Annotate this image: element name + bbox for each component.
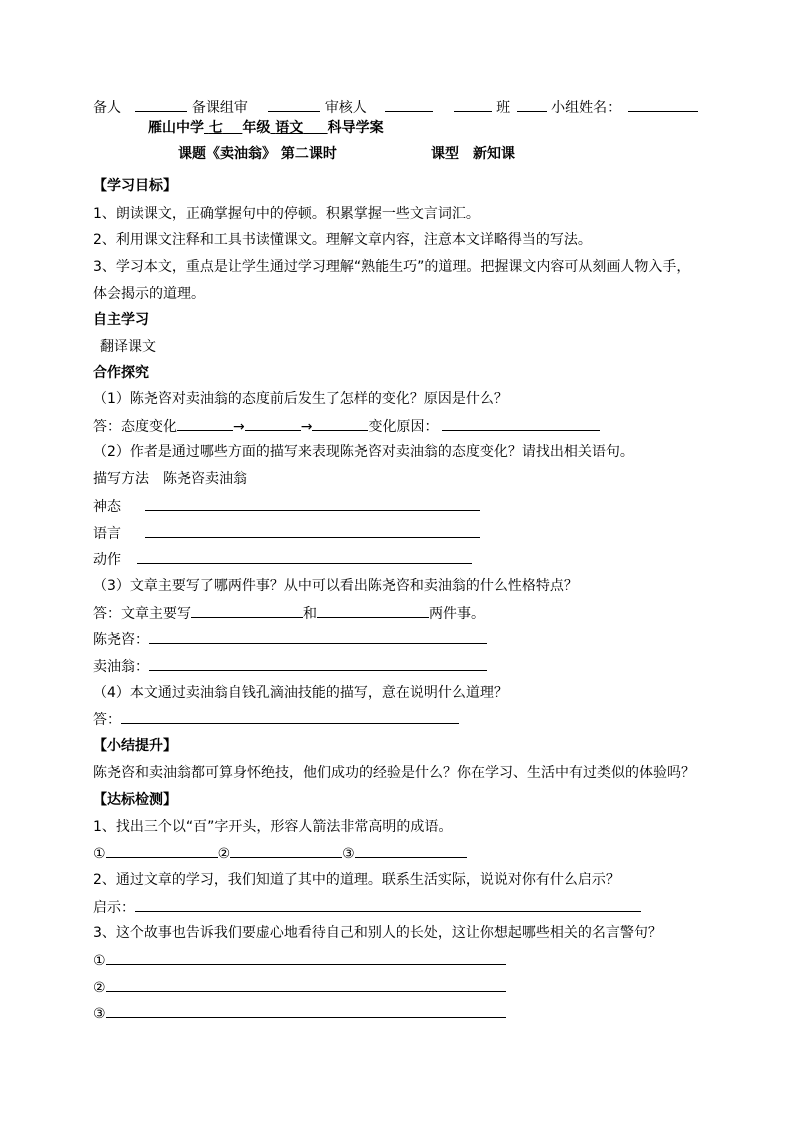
attitude-blank-1[interactable] [177,417,233,431]
grade-number: 七 [208,120,223,136]
idiom-blank-1[interactable] [106,844,218,858]
objective-2: 2、利用课文注释和工具书读懂课文。理解文章内容，注意本文详略得当的写法。 [93,232,592,248]
arrow-2: → [300,419,313,435]
language-blank[interactable] [145,524,480,538]
lesson-title: 课题《卖油翁》 第二课时 [178,146,337,162]
idiom-answer-row [93,844,467,863]
q4-answer-row [93,710,459,729]
q3-answer-prefix: 答：文章主要写 [93,606,191,622]
question-3: （3）文章主要写了哪两件事？从中可以看出陈尧咨和卖油翁的什么性格特点？ [93,578,578,594]
idiom-blank-2[interactable] [230,844,342,858]
q2-row-language [93,524,480,543]
action-blank[interactable] [137,550,472,564]
row-label-action: 动作 [93,552,121,568]
reviewer-label: 审核人 [324,100,367,116]
test-heading: 【达标检测】 [93,792,177,808]
lesson-type: 课型 新知课 [431,146,515,162]
objective-3-cont: 体会揭示的道理。 [93,286,205,302]
person1-blank[interactable] [149,630,487,644]
group-name-label: 小组姓名： [551,100,622,116]
row-label-expression: 神态 [93,499,121,515]
row-label-language: 语言 [93,526,121,542]
quote-blank-1[interactable] [106,951,506,965]
question-2: （2）作者是通过哪些方面的描写来表现陈尧咨对卖油翁的态度变化？请找出相关语句。 [93,444,634,460]
q3-suffix: 两件事。 [429,606,485,622]
question-1: （1）陈尧咨对卖油翁的态度前后发生了怎样的变化？原因是什么？ [93,391,508,407]
q2-row-expression [93,497,480,516]
class-blank[interactable] [454,98,492,112]
cooperation-heading: 合作探究 [93,365,149,381]
inspiration-blank[interactable] [135,898,641,912]
inspiration-label: 启示： [93,900,135,916]
question-4: （4）本文通过卖油翁自钱孔滴油技能的描写，意在说明什么道理？ [93,685,508,701]
self-study-heading: 自主学习 [93,312,149,328]
school-title [148,119,384,137]
summary-heading: 【小结提升】 [93,738,177,754]
attitude-blank-3[interactable] [312,417,368,431]
class-label: 班 [496,100,511,116]
attitude-blank-2[interactable] [245,417,301,431]
q2-row-action [93,550,472,569]
self-study-task: 翻译课文 [100,339,156,355]
objective-1: 1、朗读课文，正确掌握句中的停顿。积累掌握一些文言词汇。 [93,206,480,222]
quote-row-3 [93,1004,506,1023]
q3-person2-row [93,657,487,676]
quote-circled-3: ③ [93,1006,106,1022]
class-name-blank[interactable] [517,98,547,112]
q4-answer-blank[interactable] [121,710,459,724]
subject-name: 语文 [275,120,304,136]
test-question-1: 1、找出三个以“百”字开头，形容人箭法非常高明的成语。 [93,819,453,835]
q3-person2-label: 卖油翁： [93,659,149,675]
circled-1: ① [93,846,106,862]
school-name: 雁山中学 [148,120,204,136]
q1-answer-row [93,417,600,436]
test-question-3: 3、这个故事也告诉我们要虚心地看待自己和别人的长处，这让你想起哪些相关的名言警句？ [93,925,662,941]
grade-label: 年级 [242,120,271,136]
q2-table-header: 描写方法 陈尧咨卖油翁 [93,471,247,487]
event-blank-1[interactable] [191,604,303,618]
quote-blank-2[interactable] [106,978,506,992]
q1-answer-label: 答：态度变化 [93,419,177,435]
circled-3: ③ [342,846,355,862]
arrow-1: → [233,419,245,435]
objectives-heading: 【学习目标】 [93,178,177,194]
person2-blank[interactable] [149,657,487,671]
idiom-blank-3[interactable] [355,844,467,858]
quote-circled-1: ① [93,953,106,969]
q1-reason-label: 变化原因： [368,419,439,435]
q3-person1-label: 陈尧咨： [93,632,149,648]
test-question-2: 2、通过文章的学习，我们知道了其中的道理。联系生活实际，说说对你有什么启示？ [93,872,620,888]
quote-circled-2: ② [93,980,106,996]
doc-type: 科导学案 [327,120,384,136]
reviewer-blank[interactable] [385,98,433,112]
preparer-blank[interactable] [135,98,187,112]
event-blank-2[interactable] [317,604,429,618]
quote-row-2 [93,978,506,997]
header-info-row [93,98,698,117]
circled-2: ② [217,846,231,862]
group-review-label: 备课组审 [191,100,248,116]
reason-blank[interactable] [442,417,600,431]
q4-answer-label: 答： [93,712,121,728]
quote-blank-3[interactable] [106,1004,506,1018]
group-name-blank[interactable] [628,98,698,112]
summary-text: 陈尧咨和卖油翁都可算身怀绝技，他们成功的经验是什么？你在学习、生活中有过类似的体验吗？ [93,765,695,781]
inspiration-row [93,898,641,917]
expression-blank[interactable] [145,497,480,511]
objective-3: 3、学习本文，重点是让学生通过学习理解“熟能生巧”的道理。把握课文内容可从刻画人物入手， [93,259,691,275]
preparer-label: 备人 [93,100,121,116]
q3-answer-row [93,604,485,623]
q3-person1-row [93,630,487,649]
group-review-blank[interactable] [268,98,320,112]
quote-row-1 [93,951,506,970]
q3-and: 和 [303,606,317,622]
